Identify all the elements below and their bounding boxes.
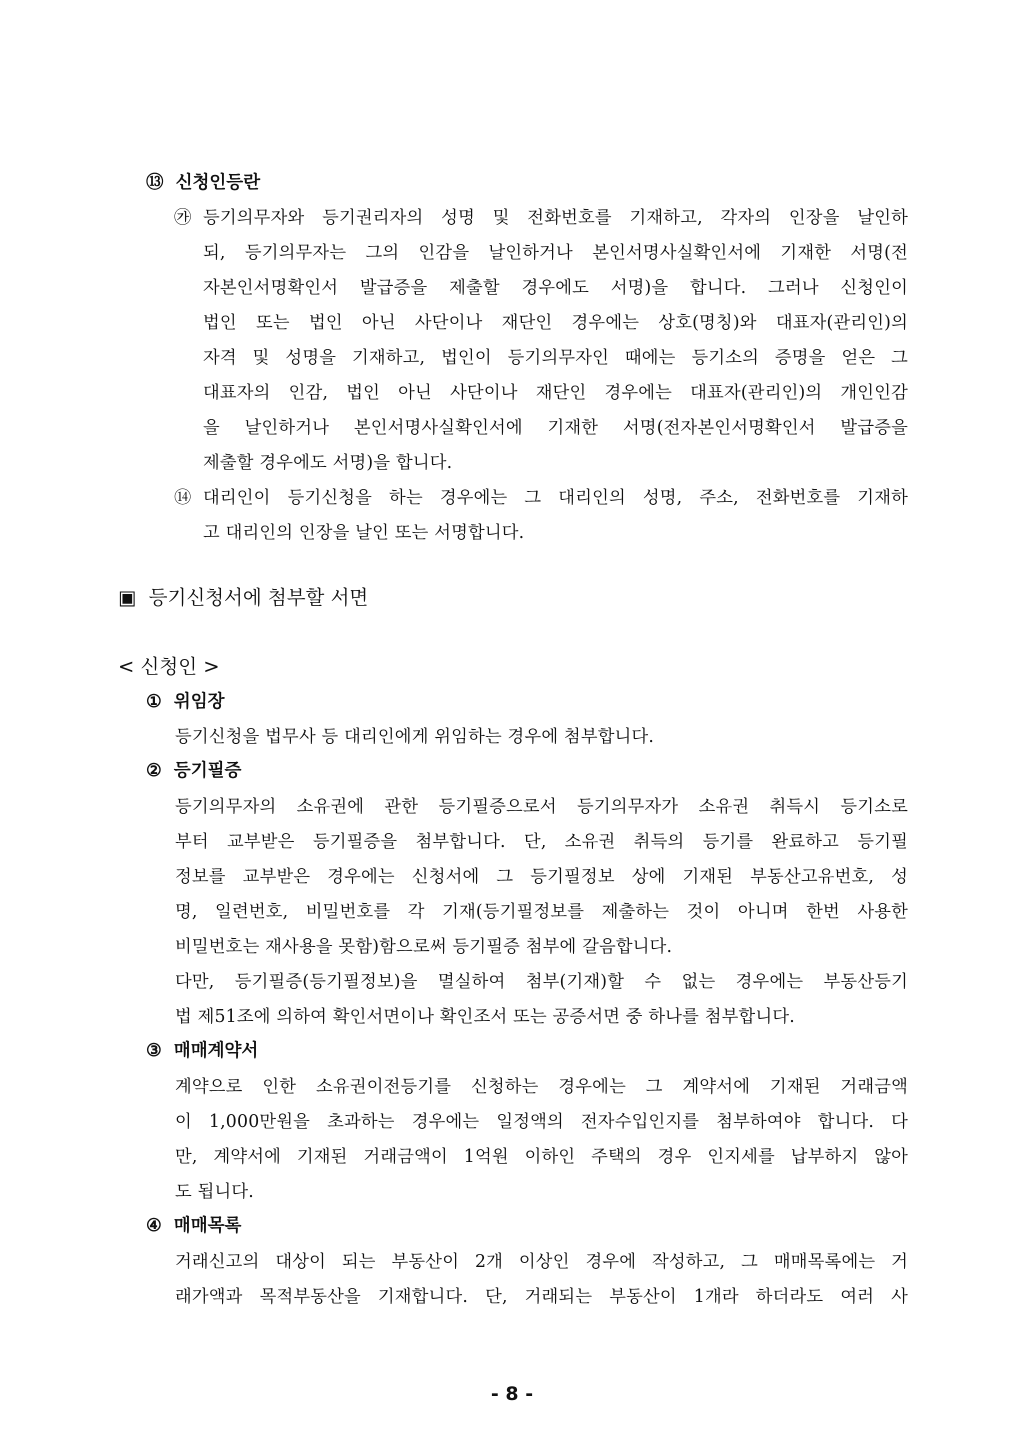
attachment-line: 도 됩니다.: [175, 1182, 254, 1202]
item13-heading: [146, 169, 260, 194]
attachment-line: 부터 교부받은 등기필증을 첨부합니다. 단, 소유권 취득의 등기를 완료하고 등기필: [175, 832, 908, 852]
item13-sub-a-line: 제출할 경우에도 서명)을 합니다.: [203, 453, 453, 473]
attachment-line: 등기의무자의 소유권에 관한 등기필증으로서 등기의무자가 소유권 취득시 등기소로: [175, 797, 908, 817]
page-number: - 8 -: [490, 1383, 534, 1405]
attachment-marker: ①: [146, 692, 162, 712]
item13-sub-a-line: 법인 또는 법인 아닌 사단이나 재단인 경우에는 상호(명칭)와 대표자(관리인)의: [203, 313, 908, 333]
item14-line: 대리인이 등기신청을 하는 경우에는 그 대리인의 성명, 주소, 전화번호를 기재하: [203, 488, 908, 508]
attachment-heading: [146, 1212, 241, 1237]
subsection-title: < 신청인 >: [118, 655, 220, 678]
item13-marker: ⑬: [146, 173, 164, 193]
item13-title: 신청인등란: [175, 173, 261, 193]
attachment-marker: ③: [146, 1041, 162, 1061]
attachment-marker: ②: [146, 761, 162, 781]
item13-sub-a-line: 되, 등기의무자는 그의 인감을 날인하거나 본인서명사실확인서에 기재한 서명(전: [203, 243, 908, 263]
section-title: 등기신청서에 첨부할 서면: [148, 586, 369, 609]
item13-sub-a-line: 자본인서명확인서 발급증을 제출할 경우에도 서명)을 합니다. 그러나 신청인이: [203, 278, 908, 298]
attachment-line: 이 1,000만원을 초과하는 경우에는 일정액의 전자수입인지를 첨부하여야 합니다. 다: [175, 1112, 908, 1132]
attachment-marker: ④: [146, 1216, 162, 1236]
attachment-line: 래가액과 목적부동산을 기재합니다. 단, 거래되는 부동산이 1개라 하더라도 여러 사: [175, 1287, 908, 1307]
attachment-heading: [146, 1037, 258, 1062]
item13-sub-a-line: 을 날인하거나 본인서명사실확인서에 기재한 서명(전자본인서명확인서 발급증을: [203, 418, 908, 438]
item13-sub-a-marker: ㉮: [174, 208, 192, 228]
item14-marker: ⑭: [174, 488, 192, 508]
attachment-title: 등기필증: [173, 761, 242, 781]
attachment-line: 등기신청을 법무사 등 대리인에게 위임하는 경우에 첨부합니다.: [175, 727, 655, 747]
item13-sub-a-line: 대표자의 인감, 법인 아닌 사단이나 재단인 경우에는 대표자(관리인)의 개인인감: [203, 383, 908, 403]
section-heading: [118, 582, 368, 610]
attachment-title: 매매목록: [173, 1216, 242, 1236]
attachment-line: 만, 계약서에 기재된 거래금액이 1억원 이하인 주택의 경우 인지세를 납부하지 않아: [175, 1147, 908, 1167]
attachment-line: 법 제51조에 의하여 확인서면이나 확인조서 또는 공증서면 중 하나를 첨부합니다.: [175, 1007, 795, 1027]
attachment-line: 다만, 등기필증(등기필정보)을 멸실하여 첨부(기재)할 수 없는 경우에는 부동산등기: [175, 972, 908, 992]
attachment-line: 비밀번호는 재사용을 못함)함으로써 등기필증 첨부에 갈음합니다.: [175, 937, 673, 957]
attachment-line: 거래신고의 대상이 되는 부동산이 2개 이상인 경우에 작성하고, 그 매매목록에는 거: [175, 1252, 908, 1272]
attachment-line: 명, 일련번호, 비밀번호를 각 기재(등기필정보를 제출하는 것이 아니며 한번 사용한: [175, 902, 908, 922]
attachment-heading: [146, 688, 225, 713]
item14-line: 고 대리인의 인장을 날인 또는 서명합니다.: [203, 523, 525, 543]
item13-sub-a-line: 자격 및 성명을 기재하고, 법인이 등기의무자인 때에는 등기소의 증명을 얻은 그: [203, 348, 908, 368]
item13-sub-a-line: 등기의무자와 등기권리자의 성명 및 전화번호를 기재하고, 각자의 인장을 날인하: [203, 208, 908, 228]
attachment-title: 매매계약서: [173, 1041, 259, 1061]
attachment-line: 계약으로 인한 소유권이전등기를 신청하는 경우에는 그 계약서에 기재된 거래금액: [175, 1077, 908, 1097]
attachment-line: 정보를 교부받은 경우에는 신청서에 그 등기필정보 상에 기재된 부동산고유번호, 성: [175, 867, 908, 887]
attachment-title: 위임장: [173, 692, 225, 712]
section-bullet-icon: ▣: [118, 586, 137, 609]
attachment-heading: [146, 757, 241, 782]
